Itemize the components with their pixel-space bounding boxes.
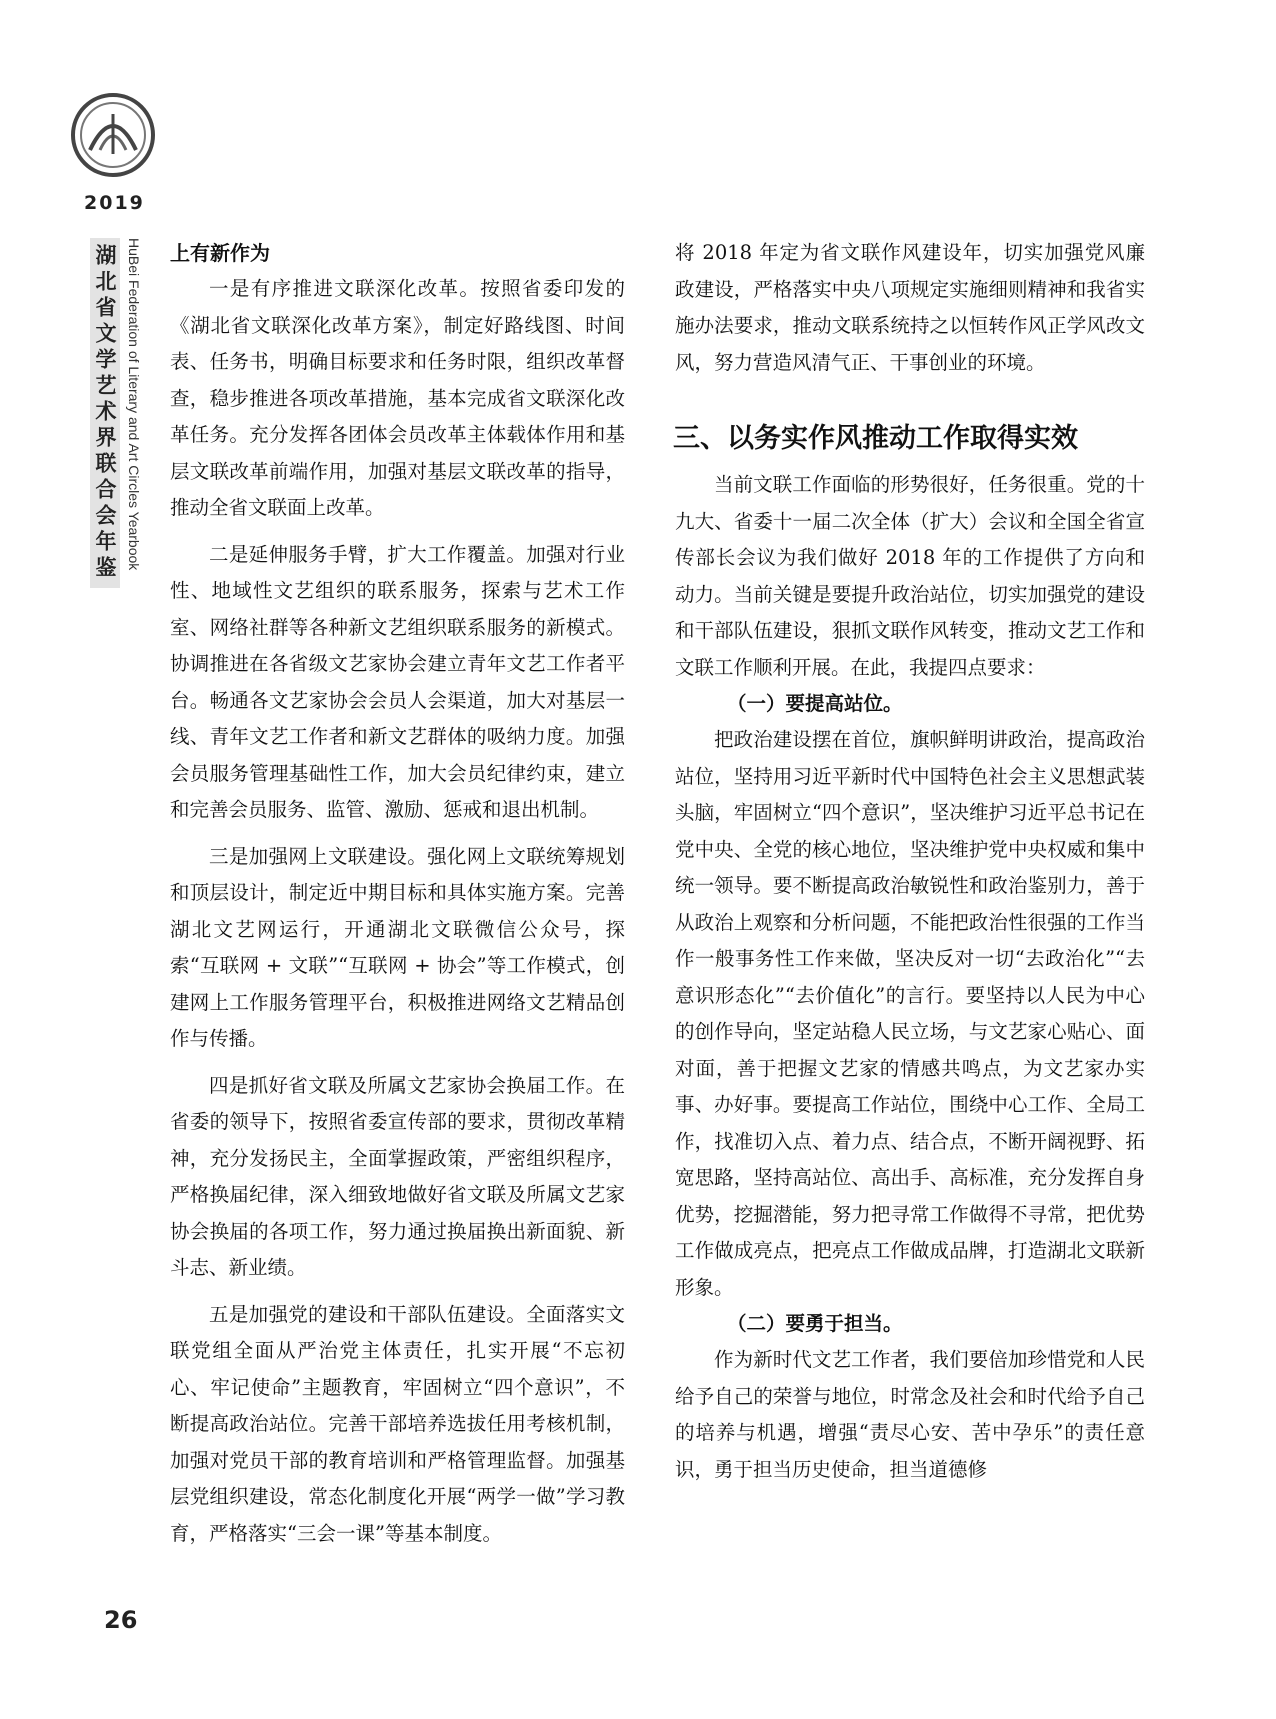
subsection-body-1: 把政治建设摆在首位，旗帜鲜明讲政治，提高政治站位，坚持用习近平新时代中国特色社会主义思想武装头脑，牢固树立“四个意识”，坚决维护习近平总书记在党中央、全党的核心地位，坚决维护党中央权威和集中统一领导。要不断提高政治敏锐性和政治鉴别力，善于从政治上观察和分析问题，不能把政治性很强的工作当作一般事务性工作来做，坚决反对一切“去政治化”“去意识形态化”“去价值化”的言行。要坚持以人民为中心的创作导向，坚定站稳人民立场，与文艺家心贴心、面对面，善于把握文艺家的情感共鸣点，为文艺家办实事、办好事。要提高工作站位，围绕中心工作、全局工作，找准切入点、着力点、结合点，不断开阔视野、拓宽思路，坚持高站位、高出手、高标准，充分发挥自身优势，挖掘潜能，努力把寻常工作做得不寻常，把优势工作做成亮点，把亮点工作做成品牌，打造湖北文联新形象。: [675, 728, 1145, 1299]
paragraph-party-building: 五是加强党的建设和干部队伍建设。全面落实文联党组全面从严治党主体责任，扎实开展“不忘初心、牢记使命”主题教育，牢固树立“四个意识”，不断提高政治站位。完善干部培养选拔任用考核机制，加强对党员干部的教育培训和严格管理监督。加强基层党组织建设，常态化制度化开展“两学一做”学习教育，严格落实“三会一课”等基本制度。: [170, 1302, 625, 1545]
paragraph-online: 三是加强网上文联建设。强化网上文联统筹规划和顶层设计，制定近中期目标和具体实施方案。完善湖北文艺网运行，开通湖北文联微信公众号，探索“互联网 + 文联”“互联网 + 协会”等工作模式，创建网上工作服务管理平台，积极推进网络文艺精品创作与传播。: [170, 844, 625, 1050]
sidebar-title-en: HuBei Federation of Literary and Art Circles Yearbook: [126, 238, 142, 571]
intro-paragraph: 当前文联工作面临的形势很好，任务很重。党的十九大、省委十一届二次全体（扩大）会议和全国全省宣传部长会议为我们做好 2018 年的工作提供了方向和动力。当前关键是要提升政治站位，切实加强党的建设和干部队伍建设，狠抓文联作风转变，推动文艺工作和文联工作顺利开展。在此，我提四点要求：: [675, 473, 1145, 679]
federation-logo: [70, 92, 156, 178]
section-heading-fragment: 上有新作为: [170, 241, 270, 265]
subsection-title-1: （一）要提高站位。: [727, 692, 903, 715]
page-number: 26: [104, 1606, 138, 1634]
right-column: [675, 235, 1145, 1488]
paragraph-service: 二是延伸服务手臂，扩大工作覆盖。加强对行业性、地域性文艺组织的联系服务，探索与艺术工作室、网络社群等各种新文艺组织联系服务的新模式。协调推进在各省级文艺家协会建立青年文艺工作者平台。畅通各文艺家协会会员人会渠道，加大对基层一线、青年文艺工作者和新文艺群体的吸纳力度。加强会员服务管理基础性工作，加大会员纪律约束，建立和完善会员服务、监管、激励、惩戒和退出机制。: [170, 542, 625, 821]
paragraph-reform: 一是有序推进文联深化改革。按照省委印发的《湖北省文联深化改革方案》，制定好路线图、时间表、任务书，明确目标要求和任务时限，组织改革督查，稳步推进各项改革措施，基本完成省文联深化改革任务。充分发挥各团体会员改革主体载体作用和基层文联改革前端作用，加强对基层文联改革的指导，推动全省文联面上改革。: [170, 277, 625, 519]
subsection-title-2: （二）要勇于担当。: [727, 1312, 903, 1335]
left-column: [170, 235, 625, 1552]
section-title: 三、以务实作风推动工作取得实效: [673, 423, 1078, 454]
yearbook-year: 2019: [84, 192, 145, 214]
sidebar-title-cn: 湖北省文学艺术界联合会年鉴: [90, 238, 120, 588]
paragraph-election: 四是抓好省文联及所属文艺家协会换届工作。在省委的领导下，按照省委宣传部的要求，贯彻改革精神，充分发扬民主，全面掌握政策，严密组织程序，严格换届纪律，深入细致地做好省文联及所属文艺家协会换届的各项工作，努力通过换届换出新面貌、新斗志、新业绩。: [170, 1073, 625, 1279]
continuation-paragraph: 将 2018 年定为省文联作风建设年，切实加强党风廉政建设，严格落实中央八项规定实施细则精神和我省实施办法要求，推动文联系统持之以恒转作风正学风改文风，努力营造风清气正、干事创业的环境。: [675, 241, 1145, 374]
subsection-body-2: 作为新时代文艺工作者，我们要倍加珍惜党和人民给予自己的荣誉与地位，时常念及社会和时代给予自己的培养与机遇，增强“责尽心安、苦中孕乐”的责任意识，勇于担当历史使命，担当道德修: [675, 1348, 1145, 1481]
